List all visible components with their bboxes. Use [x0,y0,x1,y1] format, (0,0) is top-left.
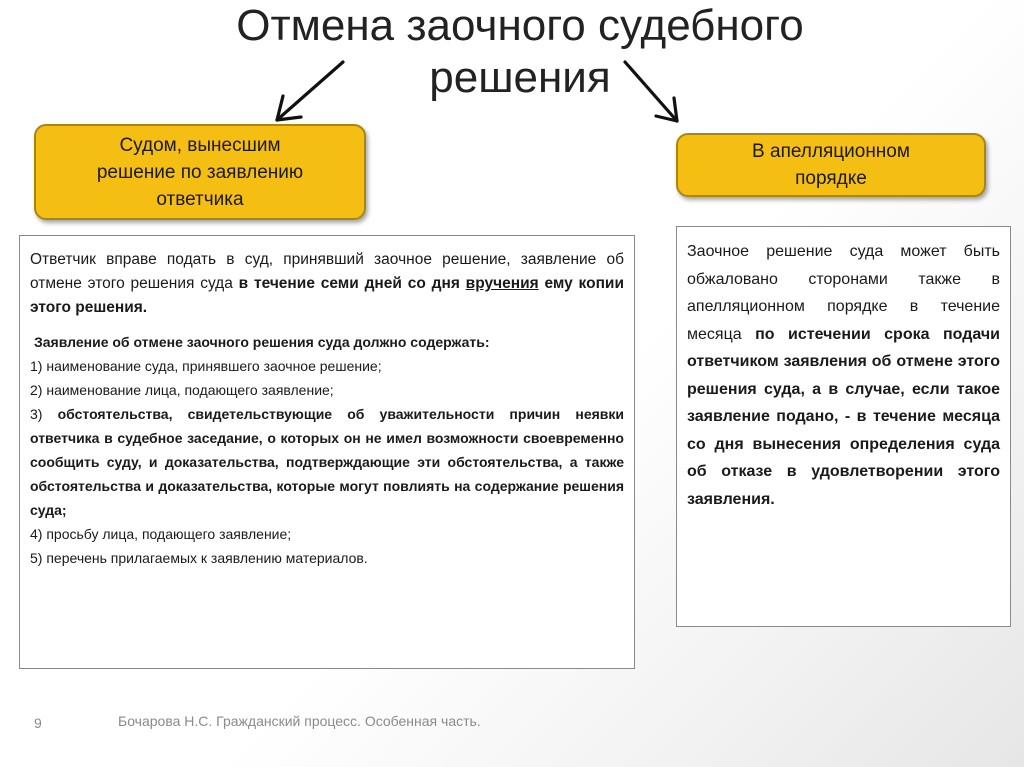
branch-court-box [34,124,366,220]
title-line-2: решения [429,53,611,102]
branch-court-line-2: решение по заявлению [96,161,304,183]
lead-text: Ответчик вправе подать в суд, принявший заочное решение, заявление об отмене этого решения суда [30,251,624,292]
requirement-item-4: 4) просьбу лица, подающего заявление; [30,526,292,542]
requirement-item-3-number: 3) [30,406,58,422]
branch-appeal-line-1: В апелляционном [752,141,910,162]
branch-court-line-1: Судом, вынесшим [119,134,281,156]
branch-appeal-box [676,133,986,197]
slide-title [150,0,890,104]
page-number: 9 [34,715,42,731]
lead-deadline: в течение семи дней со дня [238,275,466,292]
branch-appeal-line-2: порядке [795,168,867,189]
court-procedure-panel [19,235,635,669]
requirement-item-1: 1) наименование суда, принявшего заочное решение; [30,358,382,374]
appeal-text: Заочное решение суда может быть обжаловано сторонами также в апелляционном порядке в течение месяца [687,243,1000,343]
lead-paragraph [30,248,624,320]
appeal-paragraph [687,238,1000,513]
application-requirements [30,330,624,570]
lead-delivery-term: вручения [465,275,539,292]
appeal-procedure-panel [676,226,1011,627]
branch-court-line-3: ответчика [156,188,244,210]
source-citation: Бочарова Н.С. Гражданский процесс. Особенная часть. [118,713,481,729]
requirement-item-3-text: обстоятельства, свидетельствующие об уважительности причин неявки ответчика в судебное заседание, о которых он не имел возможности своевременно сообщить суду, и доказательства, подтверждающие эти обстоятельства, а также обстоятельства и доказательства, которые могут повлиять на содержание решения суда; [30,406,624,518]
appeal-deadline-text: по истечении срока подачи ответчиком заявления об отмене этого решения суда, а в случае, если такое заявление подано, - в течение месяца со дня вынесения определения суда об отказе в удовлетворении этого заявления. [687,325,1000,508]
requirement-item-5: 5) перечень прилагаемых к заявлению материалов. [30,550,368,566]
title-line-1: Отмена заочного судебного [236,1,804,50]
requirement-item-2: 2) наименование лица, подающего заявление; [30,382,334,398]
requirements-heading: Заявление об отмене заочного решения суда должно содержать: [34,334,490,350]
lead-copy-text: ему копии этого решения. [30,275,624,316]
requirement-item-3 [30,402,624,522]
